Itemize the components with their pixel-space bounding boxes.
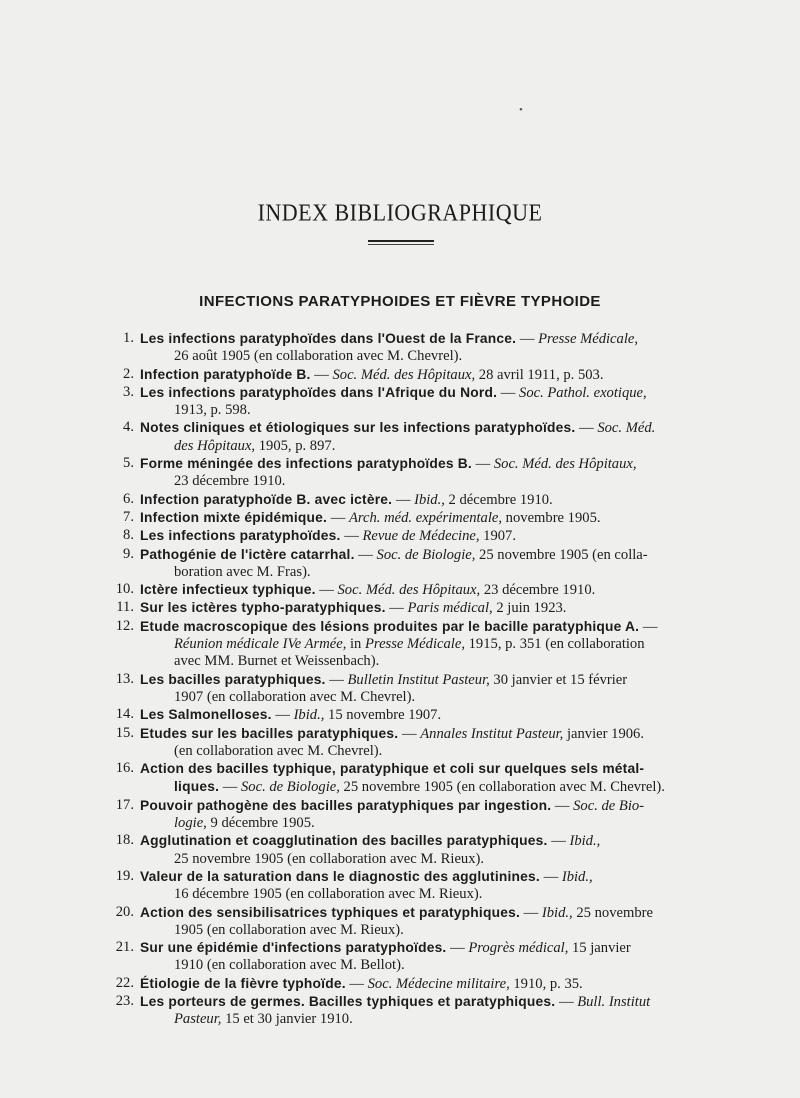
reference-line xyxy=(0,402,800,419)
reference-number: 17. xyxy=(115,796,134,813)
reference-source: Presse Médicale, xyxy=(365,636,465,653)
reference-line xyxy=(0,922,800,939)
reference-text: janvier 1906. xyxy=(563,725,644,742)
reference-source: Soc. Méd. des Hôpitaux, xyxy=(337,582,481,599)
reference-text: 25 novembre 1905 (en colla- xyxy=(475,546,648,563)
reference-text: — xyxy=(575,420,598,437)
reference-text: 2 juin 1923. xyxy=(492,600,567,617)
reference-text: — xyxy=(310,366,333,383)
reference-source: Soc. de Bio- xyxy=(573,797,645,814)
reference-source: Ibid., xyxy=(569,833,601,850)
reference-title: Pathogénie de l'ictère catarrhal. xyxy=(140,546,355,562)
reference-text: 28 avril 1911, p. 503. xyxy=(475,366,604,383)
reference-title: Action des bacilles typhique, paratyphique et coli sur quelques sels métal- xyxy=(140,761,645,777)
reference-text: 1907. xyxy=(479,528,516,545)
reference-item xyxy=(0,527,800,545)
reference-source: Soc. Méd. des Hôpitaux, xyxy=(493,456,637,473)
reference-title: Infection mixte épidémique. xyxy=(140,509,328,525)
reference-title: Etudes sur les bacilles paratyphiques. xyxy=(140,725,399,741)
page-mark: • xyxy=(519,104,523,116)
reference-item xyxy=(0,384,800,420)
reference-source: Arch. méd. expérimentale, xyxy=(348,509,503,526)
reference-text: 2 décembre 1910. xyxy=(444,491,553,508)
reference-text: — xyxy=(639,618,658,635)
reference-number: 14. xyxy=(115,706,134,723)
reference-title: Les Salmonelloses. xyxy=(140,707,272,723)
reference-text: 25 novembre 1905 (en collaboration avec M. Rieux). xyxy=(174,850,485,867)
reference-number: 21. xyxy=(115,939,134,956)
reference-item xyxy=(0,419,800,455)
reference-title: Sur les ictères typho-paratyphiques. xyxy=(140,600,386,616)
reference-text: — xyxy=(340,528,363,545)
reference-line xyxy=(0,564,800,581)
reference-item xyxy=(0,868,800,904)
reference-line xyxy=(0,473,800,490)
reference-source: Soc. Médecine militaire, xyxy=(367,975,510,992)
reference-text: 25 novembre xyxy=(572,904,653,921)
reference-text: 1910 (en collaboration avec M. Bellot). xyxy=(174,957,405,974)
reference-text: 15 janvier xyxy=(568,940,631,957)
reference-title: Sur une épidémie d'infections paratyphoïdes. xyxy=(140,940,447,956)
reference-number: 7. xyxy=(123,508,134,525)
reference-source: Ibid., xyxy=(414,491,445,508)
reference-text: 16 décembre 1905 (en collaboration avec M. Rieux). xyxy=(174,886,483,903)
reference-number: 20. xyxy=(115,903,134,920)
reference-item xyxy=(0,599,800,617)
reference-text: — xyxy=(392,491,415,508)
reference-item xyxy=(0,832,800,868)
reference-text: — xyxy=(516,331,539,347)
reference-text: 15 et 30 janvier 1910. xyxy=(221,1011,353,1028)
reference-text: — xyxy=(354,546,377,563)
reference-item xyxy=(0,671,800,707)
reference-text: — xyxy=(497,384,520,401)
reference-item xyxy=(0,939,800,975)
reference-item xyxy=(0,618,800,671)
reference-text: — xyxy=(471,456,494,473)
reference-title: Pouvoir pathogène des bacilles paratyphiques par ingestion. xyxy=(140,797,552,813)
reference-number: 3. xyxy=(123,383,134,400)
reference-number: 4. xyxy=(123,419,134,436)
reference-title: Notes cliniques et étiologiques sur les infections paratyphoïdes. xyxy=(140,420,576,436)
reference-number: 12. xyxy=(115,617,134,634)
reference-item xyxy=(0,366,800,384)
reference-text: 1913, p. 598. xyxy=(174,402,251,419)
reference-number: 8. xyxy=(123,527,134,544)
reference-title: liques. xyxy=(174,779,220,795)
reference-source: Soc. Pathol. exotique, xyxy=(519,384,647,401)
reference-text: 25 novembre 1905 (en collaboration avec M. Chevrel). xyxy=(339,779,665,796)
reference-line xyxy=(0,438,800,455)
reference-text: — xyxy=(271,707,294,724)
reference-source: logie, xyxy=(174,815,207,832)
reference-source: Soc. Méd. des Hôpitaux, xyxy=(332,366,476,383)
reference-line xyxy=(0,886,800,903)
reference-source: Presse Médicale, xyxy=(538,331,639,347)
reference-number: 19. xyxy=(115,867,134,884)
reference-number: 11. xyxy=(116,599,134,616)
reference-line xyxy=(0,743,800,760)
title-divider xyxy=(368,240,434,242)
reference-list xyxy=(0,330,800,1029)
reference-title: Étiologie de la fièvre typhoïde. xyxy=(140,975,346,991)
reference-text: 30 janvier et 15 février xyxy=(489,671,628,688)
reference-text: — xyxy=(555,993,578,1010)
reference-line xyxy=(0,957,800,974)
reference-text: — xyxy=(446,940,469,957)
reference-text: avec MM. Burnet et Weissenbach). xyxy=(174,653,380,670)
reference-source: Bulletin Institut Pasteur, xyxy=(347,671,490,688)
reference-source: Bull. Institut xyxy=(577,993,651,1010)
reference-item xyxy=(0,760,800,797)
reference-number: 9. xyxy=(123,545,134,562)
reference-title: Etude macroscopique des lésions produites par le bacille paratyphique A. xyxy=(140,618,640,634)
reference-source: Annales Institut Pasteur, xyxy=(420,725,564,742)
reference-text: boration avec M. Fras). xyxy=(174,563,311,580)
reference-number: 23. xyxy=(115,992,134,1009)
reference-title: Action des sensibilisatrices typhiques et paratyphiques. xyxy=(140,904,520,920)
reference-source: Pasteur, xyxy=(174,1011,222,1028)
reference-line xyxy=(0,348,800,365)
reference-title: Forme méningée des infections paratyphoïdes B. xyxy=(140,456,472,472)
reference-source: Progrès médical, xyxy=(468,940,569,957)
reference-text: — xyxy=(325,671,348,688)
reference-source: Ibid., xyxy=(561,868,593,885)
section-heading: INFECTIONS PARATYPHOIDES ET FIÈVRE TYPHOIDE xyxy=(199,293,601,310)
reference-title: Infection paratyphoïde B. avec ictère. xyxy=(140,491,393,507)
reference-number: 10. xyxy=(115,581,134,598)
reference-line xyxy=(0,636,800,653)
reference-line xyxy=(0,653,800,670)
reference-line xyxy=(0,1011,800,1028)
reference-title: Les porteurs de germes. Bacilles typhiques et paratyphiques. xyxy=(140,993,556,1009)
reference-text: 1905 (en collaboration avec M. Rieux). xyxy=(174,921,404,938)
reference-item xyxy=(0,330,800,366)
reference-number: 18. xyxy=(115,832,134,849)
reference-text: (en collaboration avec M. Chevrel). xyxy=(174,742,383,759)
reference-number: 16. xyxy=(115,760,134,777)
reference-source: Réunion médicale IVe Armée, xyxy=(174,636,347,653)
reference-text: in xyxy=(346,636,366,653)
reference-item xyxy=(0,509,800,527)
reference-item xyxy=(0,993,800,1029)
reference-item xyxy=(0,725,800,761)
reference-line xyxy=(0,815,800,832)
reference-item xyxy=(0,455,800,491)
reference-number: 15. xyxy=(115,724,134,741)
reference-text: 1905, p. 897. xyxy=(255,437,336,454)
reference-number: 13. xyxy=(115,670,134,687)
reference-title: Les infections paratyphoïdes dans l'Ouest de la France. xyxy=(140,331,517,346)
reference-item xyxy=(0,706,800,724)
reference-source: Ibid., xyxy=(293,707,325,724)
reference-source: Revue de Médecine, xyxy=(362,528,480,545)
reference-title: Infection paratyphoïde B. xyxy=(140,366,311,382)
reference-item xyxy=(0,581,800,599)
reference-text: 9 décembre 1905. xyxy=(206,815,315,832)
page-title: INDEX BIBLIOGRAPHIQUE xyxy=(257,198,543,226)
reference-text: 1907 (en collaboration avec M. Chevrel). xyxy=(174,688,416,705)
reference-text: — xyxy=(398,725,421,742)
reference-text: — xyxy=(539,868,562,885)
reference-source: des Hôpitaux, xyxy=(174,437,256,454)
reference-number: 22. xyxy=(115,974,134,991)
reference-source: Soc. Méd. xyxy=(597,420,656,437)
reference-title: Ictère infectieux typhique. xyxy=(140,582,316,598)
reference-source: Soc. de Biologie, xyxy=(241,779,340,796)
reference-text: — xyxy=(520,904,542,921)
reference-title: Les infections paratyphoïdes. xyxy=(140,528,341,544)
reference-item xyxy=(0,904,800,940)
reference-text: — xyxy=(385,600,408,617)
reference-text: — xyxy=(327,509,349,526)
reference-source: Soc. de Biologie, xyxy=(376,546,476,563)
reference-number: 2. xyxy=(123,365,134,382)
reference-item xyxy=(0,975,800,993)
reference-source: Paris médical, xyxy=(407,600,493,617)
reference-text: 15 novembre 1907. xyxy=(324,707,442,724)
reference-title: Les bacilles paratyphiques. xyxy=(140,671,326,687)
reference-line xyxy=(0,778,800,796)
reference-text: novembre 1905. xyxy=(502,509,601,526)
reference-text: 1910, p. 35. xyxy=(509,975,583,992)
reference-text: — xyxy=(219,779,241,796)
reference-number: 1. xyxy=(123,330,134,346)
reference-text: 1915, p. 351 (en collaboration xyxy=(464,636,645,653)
reference-item xyxy=(0,797,800,833)
reference-text: — xyxy=(345,975,368,992)
reference-title: Les infections paratyphoïdes dans l'Afrique du Nord. xyxy=(140,384,498,400)
reference-line xyxy=(0,689,800,706)
reference-line xyxy=(0,851,800,868)
reference-title: Agglutination et coagglutination des bacilles paratyphiques. xyxy=(140,833,548,849)
reference-item xyxy=(0,546,800,582)
reference-text: 23 décembre 1910. xyxy=(174,473,286,490)
reference-text: 26 août 1905 (en collaboration avec M. Chevrel). xyxy=(174,348,463,365)
reference-source: Ibid., xyxy=(541,904,573,921)
reference-number: 5. xyxy=(123,455,134,472)
reference-text: — xyxy=(551,797,574,814)
reference-text: 23 décembre 1910. xyxy=(480,582,596,599)
reference-item xyxy=(0,491,800,509)
reference-title: Valeur de la saturation dans le diagnostic des agglutinines. xyxy=(140,868,540,884)
reference-text: — xyxy=(315,582,338,599)
reference-number: 6. xyxy=(123,490,134,507)
reference-text: — xyxy=(547,833,570,850)
